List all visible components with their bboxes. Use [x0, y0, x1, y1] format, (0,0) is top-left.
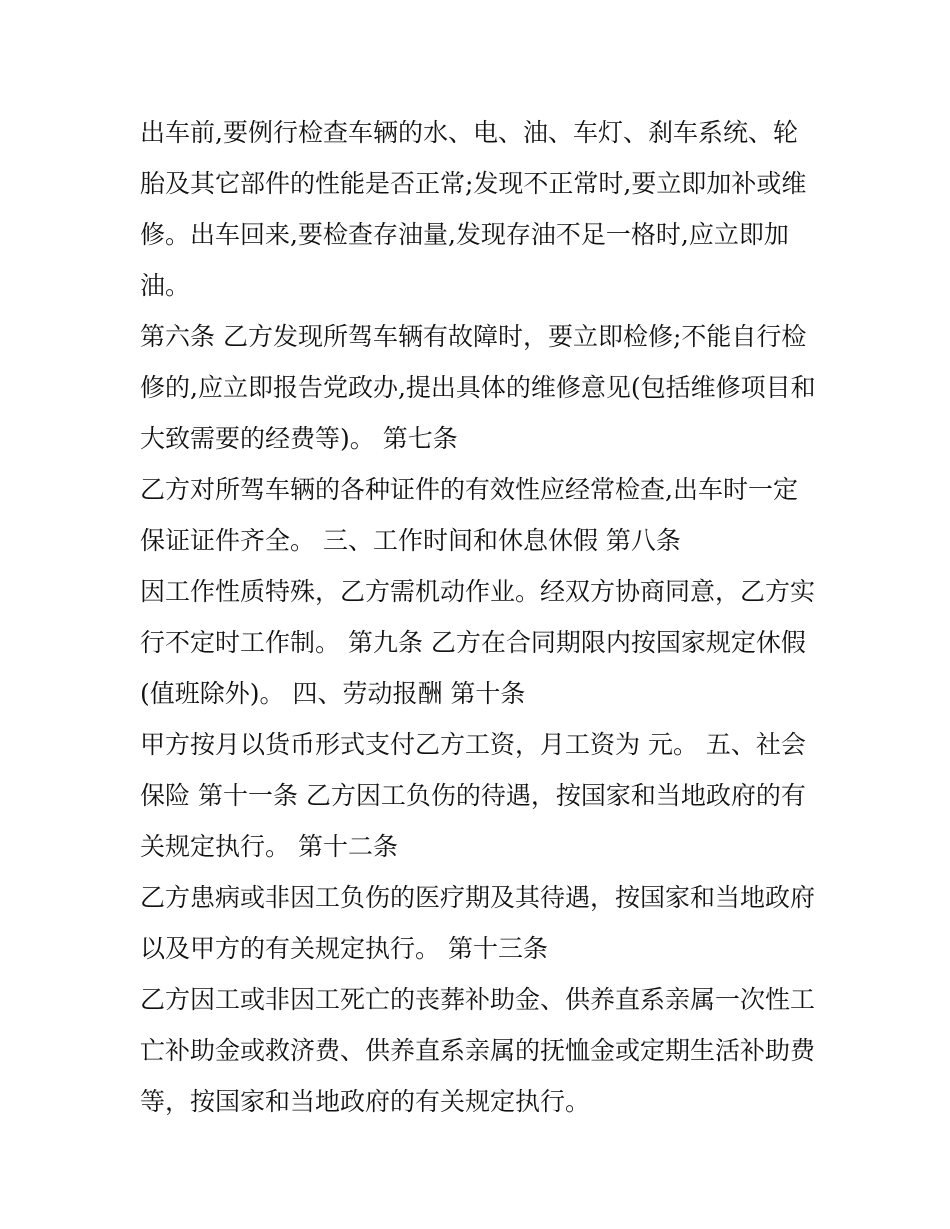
- text-line: 亡补助金或救济费、供养直系亲属的抚恤金或定期生活补助费: [140, 1036, 816, 1065]
- document-body: [140, 107, 820, 1127]
- text-line: 油。: [140, 271, 191, 300]
- text-line: (值班除外)。 四、劳动报酬 第十条: [140, 679, 526, 708]
- text-line: 第六条 乙方发现所驾车辆有故障时，要立即检修;不能自行检: [140, 322, 807, 351]
- text-line: 等，按国家和当地政府的有关规定执行。: [140, 1087, 591, 1116]
- text-line: 保证证件齐全。 三、工作时间和休息休假 第八条: [140, 526, 681, 555]
- text-line: 乙方患病或非因工负伤的医疗期及其待遇，按国家和当地政府: [140, 883, 816, 912]
- text-line: 胎及其它部件的性能是否正常;发现不正常时,要立即加补或维: [140, 169, 807, 198]
- text-line: 因工作性质特殊，乙方需机动作业。经双方协商同意，乙方实: [140, 577, 816, 606]
- text-line: 乙方因工或非因工死亡的丧葬补助金、供养直系亲属一次性工: [140, 985, 816, 1014]
- text-line: 出车前,要例行检查车辆的水、电、油、车灯、刹车系统、轮: [140, 118, 798, 147]
- text-line: 修。出车回来,要检查存油量,发现存油不足一格时,应立即加: [140, 220, 789, 249]
- text-line: 行不定时工作制。 第九条 乙方在合同期限内按国家规定休假: [140, 628, 806, 657]
- text-line: 修的,应立即报告党政办,提出具体的维修意见(包括维修项目和: [140, 373, 816, 402]
- text-line: 保险 第十一条 乙方因工负伤的待遇，按国家和当地政府的有: [140, 781, 806, 810]
- text-line: 乙方对所驾车辆的各种证件的有效性应经常检查,出车时一定: [140, 475, 798, 504]
- text-line: 大致需要的经费等)。 第七条: [140, 424, 458, 453]
- text-line: 以及甲方的有关规定执行。 第十三条: [140, 934, 548, 963]
- text-line: 甲方按月以货币形式支付乙方工资，月工资为 元。 五、社会: [140, 730, 806, 759]
- text-line: 关规定执行。 第十二条: [140, 832, 398, 861]
